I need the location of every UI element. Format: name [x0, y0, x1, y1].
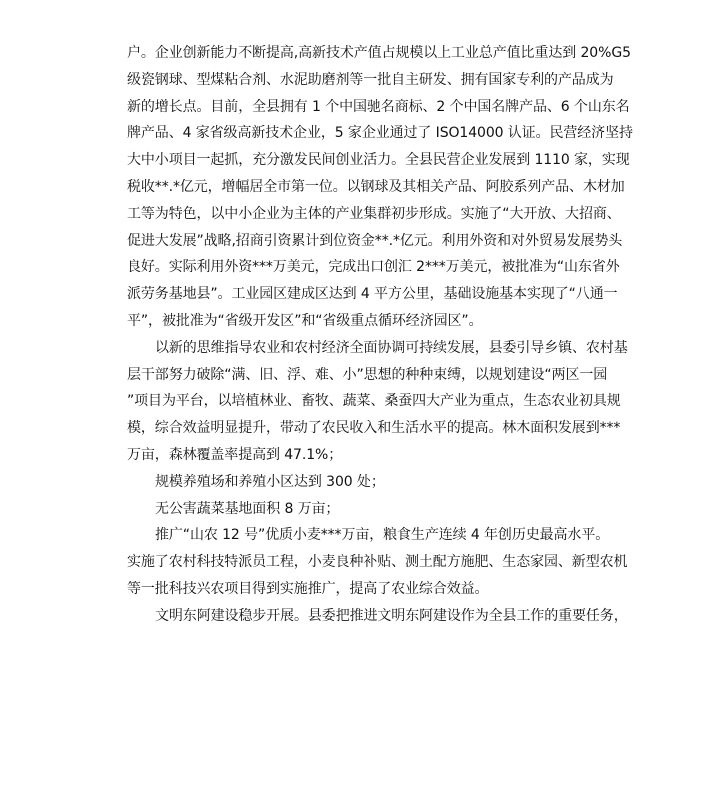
text-line: 工等为特色，以中小企业为主体的产业集群初步形成。实施了“大开放、大招商、 [127, 205, 621, 222]
text-line: 牌产品、4 家省级高新技术企业，5 家企业通过了 ISO14000 认证。民营经济坚持 [127, 125, 633, 142]
text-line: 规模养殖场和养殖小区达到 300 处； [155, 473, 385, 490]
text-line: 万亩，森林覆盖率提高到 47.1%； [127, 446, 343, 463]
text-line: 等一批科技兴农项目得到实施推广，提高了农业综合效益。 [127, 580, 489, 597]
text-line: 大中小项目一起抓，充分激发民间创业活力。全县民营企业发展到 1110 家，实现 [127, 152, 630, 169]
text-line: 层干部努力破除“满、旧、浮、难、小”思想的种种束缚，以规划建设“两区一园 [127, 366, 608, 383]
text-line: 户。企业创新能力不断提高,高新技术产值占规模以上工业总产值比重达到 20%G5 [127, 45, 631, 61]
text-line: 派劳务基地县”。工业园区建成区达到 4 平方公里，基础设施基本实现了“八通一 [127, 286, 618, 303]
text-line: 促进大发展”战略,招商引资累计到位资金**.*亿元。利用外资和对外贸易发展势头 [127, 232, 623, 249]
text-line: 以新的思维指导农业和农村经济全面协调可持续发展，县委引导乡镇、农村基 [155, 339, 628, 356]
text-line: 良好。实际利用外资***万美元，完成出口创汇 2***万美元，被批准为“山东省外 [127, 259, 620, 276]
document-body [127, 40, 633, 630]
text-line: 实施了农村科技特派员工程，小麦良种补贴、测土配方施肥、生态家园、新型农机 [127, 554, 628, 571]
text-line: 无公害蔬菜基地面积 8 万亩； [155, 500, 340, 517]
text-line: 推广“山农 12 号”优质小麦***万亩，粮食生产连续 4 年创历史最高水平。 [155, 527, 610, 544]
text-line: 文明东阿建设稳步开展。县委把推进文明东阿建设作为全县工作的重要任务， [155, 607, 628, 624]
text-line: 模，综合效益明显提升，带动了农民收入和生活水平的提高。林木面积发展到*** [127, 420, 621, 437]
text-line: 级瓷钢球、型煤粘合剂、水泥助磨剂等一批自主研发、拥有国家专利的产品成为 [127, 71, 614, 88]
text-line: 新的增长点。目前，全县拥有 1 个中国驰名商标、2 个中国名牌产品、6 个山东名 [127, 98, 630, 115]
text-line: 平”，被批准为“省级开发区”和“省级重点循环经济园区”。 [127, 312, 483, 329]
text-line: ”项目为平台，以培植林业、畜牧、蔬菜、桑蚕四大产业为重点，生态农业初具规 [127, 393, 621, 410]
text-line: 税收**.*亿元，增幅居全市第一位。以钢球及其相关产品、阿胶系列产品、木材加 [127, 178, 625, 195]
